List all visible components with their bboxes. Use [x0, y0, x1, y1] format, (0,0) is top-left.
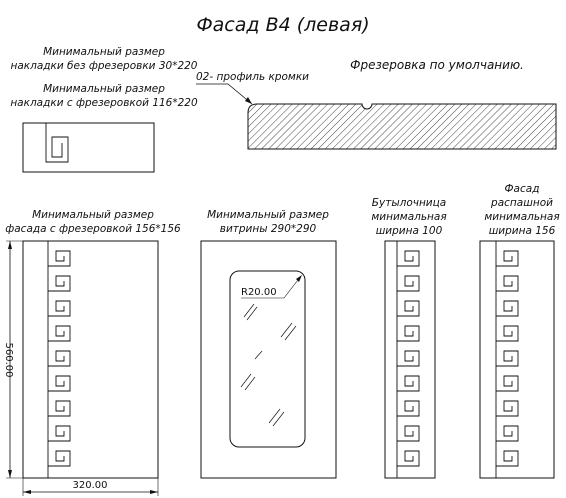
milling-default-note: Фрезеровка по умолчанию. — [350, 58, 524, 72]
hinged-facade-meander — [496, 241, 518, 478]
bottle-holder-panel — [385, 241, 435, 478]
hinged-facade-caption-line1: Фасад — [504, 183, 540, 195]
width-arrow-left — [23, 490, 31, 494]
overlay-with-milling-caption-line2: накладки с фрезеровкой 116*220 — [10, 97, 198, 109]
edge-profile-label: 02- профиль кромки — [196, 71, 309, 83]
bottle-holder-meander — [397, 241, 419, 478]
facade-width-label: 320.00 — [72, 480, 108, 491]
overlay-sample — [23, 123, 154, 172]
glass-marks — [241, 304, 296, 426]
hinged-facade-caption-line3: минимальная — [484, 211, 560, 223]
edge-profile-leader — [196, 84, 252, 104]
showcase-caption-line1: Минимальный размер — [207, 209, 329, 221]
facade-height-label: 560.00 — [3, 342, 14, 378]
overlay-no-milling-caption-line2: накладки без фрезеровки 30*220 — [10, 60, 198, 72]
bottle-holder-caption-line3: ширина 100 — [375, 225, 443, 237]
bottle-holder-caption-line1: Бутылочница — [371, 197, 447, 209]
overlay-with-milling-caption-line1: Минимальный размер — [43, 83, 165, 95]
hinged-facade-panel — [480, 241, 554, 478]
overlay-no-milling-caption-line1: Минимальный размер — [43, 46, 165, 58]
bottle-holder-caption-line2: минимальная — [371, 211, 447, 223]
showcase-caption-line2: витрины 290*290 — [219, 223, 317, 235]
height-arrow-top — [8, 241, 12, 249]
facade-meander — [48, 241, 70, 478]
drawing-title: Фасад В4 (левая) — [196, 14, 370, 36]
edge-profile-arrowhead — [245, 97, 252, 104]
facade-caption-line1: Минимальный размер — [32, 209, 154, 221]
facade-panel — [23, 241, 158, 478]
showcase-panel — [201, 241, 336, 478]
width-arrow-right — [150, 490, 158, 494]
facade-caption-line2: фасада с фрезеровкой 156*156 — [5, 223, 181, 235]
edge-profile-section — [248, 104, 556, 149]
hinged-facade-caption-line2: распашной — [491, 197, 553, 209]
overlay-sample-meander — [46, 123, 68, 162]
hinged-facade-caption-line4: ширина 156 — [488, 225, 556, 237]
showcase-radius-label: R20.00 — [241, 287, 277, 298]
height-arrow-bottom — [8, 470, 12, 478]
